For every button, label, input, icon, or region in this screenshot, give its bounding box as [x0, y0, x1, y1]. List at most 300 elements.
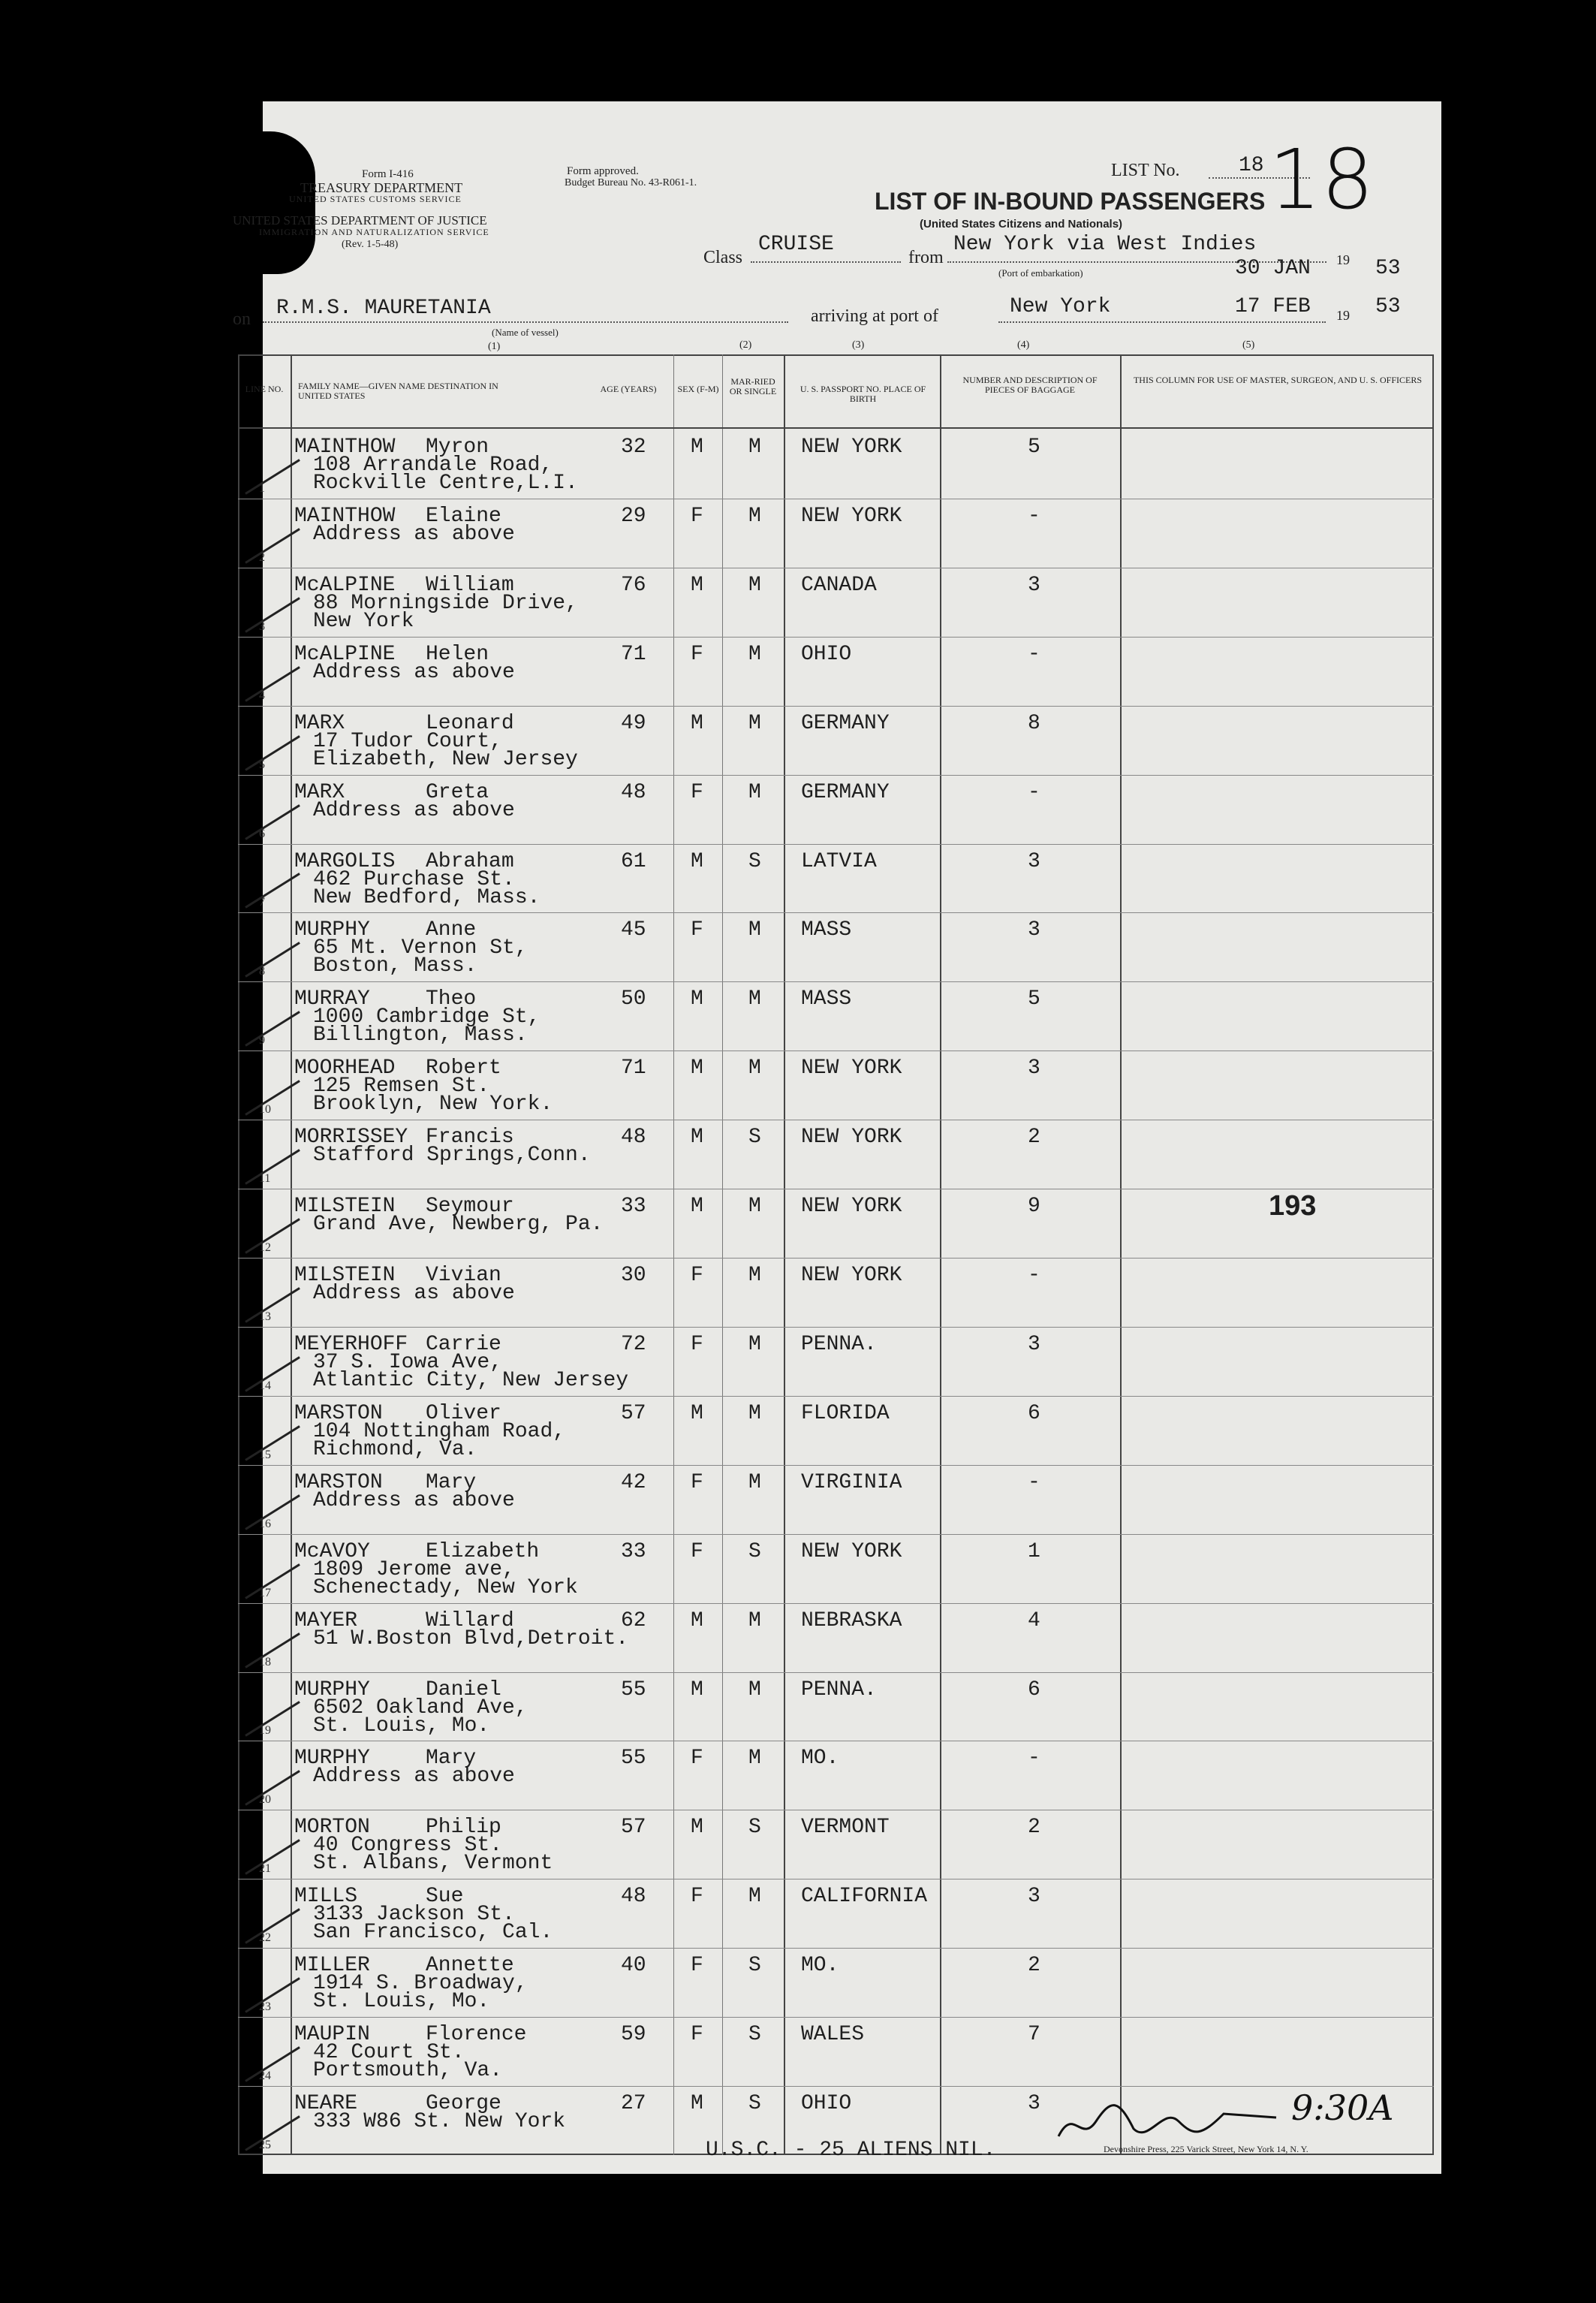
table-row	[238, 1603, 1434, 1672]
given-name: William	[426, 573, 514, 597]
place-of-birth: NEW YORK	[801, 1264, 902, 1288]
marital-status: M	[748, 711, 761, 735]
table-row	[238, 1672, 1434, 1741]
given-name: Mary	[426, 1747, 477, 1771]
budget-bureau: Budget Bureau No. 43-R061-1.	[565, 177, 697, 188]
marital-status: S	[748, 849, 761, 873]
page-title: LIST OF IN-BOUND PASSENGERS	[875, 188, 1266, 215]
address-line-1: 1000 Cambridge St,	[313, 1005, 541, 1029]
address-line-2: San Francisco, Cal.	[313, 1921, 553, 1945]
signature-time: 9:30A	[1291, 2087, 1394, 2128]
marital-status: M	[748, 987, 761, 1011]
sex: F	[691, 1747, 703, 1771]
address-line-2: Portsmouth, Va.	[313, 2059, 503, 2083]
passenger-table	[238, 354, 1434, 2155]
check-mark	[245, 2115, 300, 2151]
place-of-birth: CANADA	[801, 573, 877, 597]
given-name: Leonard	[426, 711, 514, 735]
marital-status: M	[748, 642, 761, 666]
address-line-2: New Bedford, Mass.	[313, 885, 541, 909]
check-mark	[245, 1218, 300, 1254]
marital-status: M	[748, 1747, 761, 1771]
marital-status: M	[748, 436, 761, 459]
age: 33	[621, 1195, 646, 1219]
officer-note: 193	[1269, 1190, 1317, 1222]
age: 71	[621, 642, 646, 666]
table-row	[238, 1879, 1434, 1948]
address-line-2: Elizabeth, New Jersey	[313, 747, 578, 771]
binder-hole	[145, 324, 179, 359]
check-mark	[245, 1494, 300, 1530]
address-line-1: Address as above	[313, 1488, 515, 1512]
line-number: 14	[259, 1379, 271, 1392]
justice-dept: UNITED STATES DEPARTMENT OF JUSTICE	[233, 213, 487, 228]
binder-hole	[147, 1119, 182, 1153]
baggage-count: 3	[1028, 1332, 1040, 1356]
col-header-baggage: NUMBER AND DESCRIPTION OF PIECES OF BAGGAGE	[962, 375, 1098, 395]
embark-year: 53	[1375, 257, 1401, 280]
baggage-count: 6	[1028, 1401, 1040, 1425]
col-header-passport: U. S. PASSPORT NO. PLACE OF BIRTH	[800, 384, 926, 404]
baggage-count: 3	[1028, 1057, 1040, 1081]
line-number: 8	[259, 965, 265, 978]
marital-status: S	[748, 1954, 761, 1978]
baggage-count: -	[1028, 780, 1040, 804]
age: 27	[621, 2092, 646, 2116]
age: 30	[621, 1264, 646, 1288]
sex: F	[691, 780, 703, 804]
check-mark	[245, 666, 300, 702]
baggage-count: 8	[1028, 711, 1040, 735]
address-line-2: New York	[313, 609, 414, 633]
given-name: Sue	[426, 1885, 464, 1909]
sex: F	[691, 1885, 703, 1909]
table-row	[238, 1396, 1434, 1465]
given-name: George	[426, 2092, 501, 2116]
place-of-birth: LATVIA	[801, 849, 877, 873]
sex: M	[691, 1195, 703, 1219]
place-of-birth: OHIO	[801, 2092, 852, 2116]
sex: M	[691, 849, 703, 873]
line-number: 6	[259, 827, 265, 840]
baggage-count: -	[1028, 642, 1040, 666]
table-row	[238, 568, 1434, 637]
table-row	[238, 1258, 1434, 1327]
age: 59	[621, 2023, 646, 2047]
col-header-married: MAR-RIED OR SINGLE	[729, 376, 777, 396]
sex: M	[691, 987, 703, 1011]
sex: F	[691, 1264, 703, 1288]
footer-summary: U.S.C. - 25 ALIENS NIL.	[706, 2139, 996, 2162]
given-name: Daniel	[426, 1678, 501, 1702]
page-subtitle: (United States Citizens and Nationals)	[920, 218, 1123, 231]
address-line-2: St. Albans, Vermont	[313, 1852, 553, 1876]
arrival-port: New York	[1010, 295, 1111, 318]
place-of-birth: NEW YORK	[801, 504, 902, 528]
baggage-count: 3	[1028, 573, 1040, 597]
baggage-count: 2	[1028, 1954, 1040, 1978]
line-number: 16	[259, 1517, 271, 1530]
place-of-birth: MASS	[801, 918, 852, 942]
table-row	[238, 844, 1434, 913]
check-mark	[245, 459, 300, 495]
baggage-count: 4	[1028, 1608, 1040, 1632]
family-name: MURPHY	[294, 1678, 370, 1702]
address-line-2: St. Louis, Mo.	[313, 1714, 490, 1738]
revision: (Rev. 1-5-48)	[342, 239, 399, 250]
place-of-birth: MASS	[801, 987, 852, 1011]
marital-status: S	[748, 1539, 761, 1563]
marital-status: S	[748, 2092, 761, 2116]
place-of-birth: NEW YORK	[801, 1539, 902, 1563]
given-name: Philip	[426, 1816, 501, 1840]
place-of-birth: GERMANY	[801, 780, 890, 804]
given-name: Willard	[426, 1608, 514, 1632]
given-name: Helen	[426, 642, 489, 666]
line-number: 22	[259, 1931, 271, 1945]
sex: F	[691, 1470, 703, 1494]
sex: F	[691, 2023, 703, 2047]
check-mark	[245, 804, 300, 840]
sex: M	[691, 1608, 703, 1632]
table-row	[238, 430, 1434, 499]
sex: M	[691, 1678, 703, 1702]
table-row	[238, 706, 1434, 775]
family-name: MILLER	[294, 1954, 370, 1978]
check-mark	[245, 1080, 300, 1116]
baggage-count: 3	[1028, 1885, 1040, 1909]
address-line-1: Stafford Springs,Conn.	[313, 1144, 591, 1168]
form-number: Form I-416	[362, 168, 414, 180]
line-number: 7	[259, 896, 265, 909]
check-mark	[245, 873, 300, 909]
family-name: MURPHY	[294, 918, 370, 942]
line-number: 20	[259, 1793, 271, 1807]
place-of-birth: MO.	[801, 1747, 839, 1771]
address-line-1: 333 W86 St. New York	[313, 2110, 566, 2134]
age: 40	[621, 1954, 646, 1978]
table-row	[238, 1948, 1434, 2017]
from-label: from	[908, 248, 944, 267]
family-name: MARSTON	[294, 1401, 383, 1425]
address-line-1: 42 Court St.	[313, 2041, 465, 2065]
family-name: McALPINE	[294, 642, 396, 666]
sex: F	[691, 642, 703, 666]
table-row	[238, 1741, 1434, 1810]
address-line-1: 17 Tudor Court,	[313, 729, 503, 753]
line-number: 19	[259, 1724, 271, 1738]
col-num-5: (5)	[1242, 339, 1255, 351]
address-line-2: Atlantic City, New Jersey	[313, 1368, 629, 1392]
given-name: Oliver	[426, 1401, 501, 1425]
address-line-2: Schenectady, New York	[313, 1575, 578, 1599]
table-row	[238, 1120, 1434, 1189]
given-name: Abraham	[426, 849, 514, 873]
age: 72	[621, 1332, 646, 1356]
marital-status: M	[748, 1057, 761, 1081]
year-prefix-2: 19	[1336, 308, 1350, 323]
list-no: 18	[1239, 154, 1264, 177]
check-mark	[245, 2046, 300, 2082]
sex: M	[691, 711, 703, 735]
address-line-1: 125 Remsen St.	[313, 1075, 490, 1099]
port-embark-label: (Port of embarkation)	[998, 267, 1083, 279]
table-row	[238, 1810, 1434, 1879]
family-name: MARX	[294, 711, 345, 735]
marital-status: M	[748, 1608, 761, 1632]
line-number: 9	[259, 1034, 265, 1048]
place-of-birth: PENNA.	[801, 1332, 877, 1356]
address-line-1: 104 Nottingham Road,	[313, 1419, 566, 1443]
age: 48	[621, 780, 646, 804]
given-name: Anne	[426, 918, 477, 942]
marital-status: M	[748, 504, 761, 528]
place-of-birth: CALIFORNIA	[801, 1885, 928, 1909]
marital-status: M	[748, 1885, 761, 1909]
marital-status: M	[748, 918, 761, 942]
age: 61	[621, 849, 646, 873]
marital-status: M	[748, 573, 761, 597]
address-line-1: Grand Ave, Newberg, Pa.	[313, 1213, 604, 1237]
family-name: MILLS	[294, 1885, 358, 1909]
table-row	[238, 1465, 1434, 1534]
age: 62	[621, 1608, 646, 1632]
baggage-count: 6	[1028, 1678, 1040, 1702]
age: 50	[621, 987, 646, 1011]
address-line-2: Boston, Mass.	[313, 954, 477, 978]
marital-status: M	[748, 1195, 761, 1219]
family-name: MEYERHOFF	[294, 1332, 408, 1356]
family-name: MILSTEIN	[294, 1264, 396, 1288]
sex: M	[691, 573, 703, 597]
place-of-birth: NEW YORK	[801, 1195, 902, 1219]
baggage-count: 1	[1028, 1539, 1040, 1563]
baggage-count: 2	[1028, 1126, 1040, 1150]
class-label: Class	[703, 248, 743, 267]
marital-status: M	[748, 780, 761, 804]
arriving-label: arriving at port of	[811, 306, 938, 326]
family-name: McAVOY	[294, 1539, 370, 1563]
marital-status: S	[748, 1126, 761, 1150]
place-of-birth: GERMANY	[801, 711, 890, 735]
family-name: MOORHEAD	[294, 1057, 396, 1081]
col-num-1: (1)	[488, 341, 501, 352]
check-mark	[245, 735, 300, 771]
check-mark	[245, 528, 300, 564]
line-number: 1	[259, 481, 265, 495]
arrival-date: 17 FEB	[1235, 295, 1311, 318]
address-line-1: Address as above	[313, 660, 515, 684]
table-row	[238, 775, 1434, 844]
age: 57	[621, 1401, 646, 1425]
age: 48	[621, 1126, 646, 1150]
age: 48	[621, 1885, 646, 1909]
baggage-count: -	[1028, 1470, 1040, 1494]
place-of-birth: NEW YORK	[801, 1057, 902, 1081]
family-name: MAUPIN	[294, 2023, 370, 2047]
form-approved: Form approved.	[567, 165, 639, 177]
baggage-count: 3	[1028, 849, 1040, 873]
address-line-1: 65 Mt. Vernon St,	[313, 936, 528, 960]
address-line-1: 462 Purchase St.	[313, 867, 515, 891]
col-header-line: LINE NO.	[245, 384, 284, 394]
family-name: NEARE	[294, 2092, 358, 2116]
place-of-birth: VIRGINIA	[801, 1470, 902, 1494]
baggage-count: 9	[1028, 1195, 1040, 1219]
address-line-1: Address as above	[313, 1765, 515, 1789]
sex: F	[691, 1954, 703, 1978]
given-name: Elizabeth	[426, 1539, 540, 1563]
year-prefix: 19	[1336, 252, 1350, 267]
family-name: MURRAY	[294, 987, 370, 1011]
col-num-3: (3)	[852, 339, 865, 351]
family-name: McALPINE	[294, 573, 396, 597]
given-name: Myron	[426, 436, 489, 459]
family-name: MARX	[294, 780, 345, 804]
age: 29	[621, 504, 646, 528]
table-row	[238, 1534, 1434, 1603]
address-line-1: 1914 S. Broadway,	[313, 1972, 528, 1996]
table-row	[238, 637, 1434, 706]
line-number: 24	[259, 2069, 271, 2083]
age: 55	[621, 1678, 646, 1702]
family-name: MAINTHOW	[294, 436, 396, 459]
address-line-2: Rockville Centre,L.I.	[313, 472, 578, 495]
check-mark	[245, 1977, 300, 2013]
binder-hole	[147, 2024, 182, 2058]
given-name: Theo	[426, 987, 477, 1011]
check-mark	[245, 1287, 300, 1323]
check-mark	[245, 1771, 300, 1807]
place-of-birth: NEBRASKA	[801, 1608, 902, 1632]
baggage-count: 5	[1028, 436, 1040, 459]
family-name: MAINTHOW	[294, 504, 396, 528]
given-name: Francis	[426, 1126, 514, 1150]
given-name: Carrie	[426, 1332, 501, 1356]
sex: M	[691, 1126, 703, 1150]
binder-hole	[145, 288, 179, 322]
family-name: MURPHY	[294, 1747, 370, 1771]
line-number: 11	[259, 1172, 271, 1186]
baggage-count: -	[1028, 504, 1040, 528]
table-row	[238, 981, 1434, 1051]
age: 76	[621, 573, 646, 597]
table-row	[238, 1051, 1434, 1120]
address-line-1: Address as above	[313, 522, 515, 546]
given-name: Mary	[426, 1470, 477, 1494]
given-name: Greta	[426, 780, 489, 804]
col-header-officers: THIS COLUMN FOR USE OF MASTER, SURGEON, AND U. S. OFFICERS	[1133, 375, 1423, 385]
binder-hole	[147, 653, 182, 688]
line-number: 13	[259, 1310, 271, 1323]
address-line-2: St. Louis, Mo.	[313, 1990, 490, 2014]
check-mark	[245, 1839, 300, 1875]
embark-date: 30 JAN	[1235, 257, 1311, 280]
vessel-name: R.M.S. MAURETANIA	[276, 297, 491, 320]
col-header-sex: SEX (F-M)	[677, 384, 719, 394]
given-name: Vivian	[426, 1264, 501, 1288]
line-number: 3	[259, 619, 265, 633]
given-name: Elaine	[426, 504, 501, 528]
sex: M	[691, 1401, 703, 1425]
table-row	[238, 1189, 1434, 1258]
family-name: MARGOLIS	[294, 849, 396, 873]
address-line-1: 3133 Jackson St.	[313, 1903, 515, 1927]
treasury-dept: TREASURY DEPARTMENT	[300, 180, 463, 195]
given-name: Annette	[426, 1954, 514, 1978]
sex: M	[691, 1057, 703, 1081]
class-value: CRUISE	[758, 233, 834, 256]
line-number: 4	[259, 689, 265, 702]
sex: M	[691, 436, 703, 459]
family-name: MILSTEIN	[294, 1195, 396, 1219]
table-row	[238, 2017, 1434, 2086]
marital-status: M	[748, 1332, 761, 1356]
address-line-1: 37 S. Iowa Ave,	[313, 1350, 503, 1374]
inspector-signature	[1051, 2091, 1291, 2151]
marital-status: S	[748, 2023, 761, 2047]
address-line-2: Brooklyn, New York.	[313, 1093, 553, 1117]
place-of-birth: FLORIDA	[801, 1401, 890, 1425]
line-number: 18	[259, 1655, 271, 1668]
place-of-birth: VERMONT	[801, 1816, 890, 1840]
table-row	[238, 499, 1434, 568]
address-line-1: 40 Congress St.	[313, 1834, 503, 1858]
col-header-name: FAMILY NAME—GIVEN NAME DESTINATION IN UNITED STATES	[298, 381, 498, 401]
marital-status: S	[748, 1816, 761, 1840]
marital-status: M	[748, 1264, 761, 1288]
place-of-birth: OHIO	[801, 642, 852, 666]
sex: M	[691, 1816, 703, 1840]
given-name: Seymour	[426, 1195, 514, 1219]
address-line-1: 6502 Oakland Ave,	[313, 1696, 528, 1720]
age: 71	[621, 1057, 646, 1081]
family-name: MORRISSEY	[294, 1126, 408, 1150]
col-num-2: (2)	[739, 339, 752, 351]
table-row	[238, 912, 1434, 981]
age: 42	[621, 1470, 646, 1494]
vessel-label: (Name of vessel)	[492, 327, 559, 338]
check-mark	[245, 1908, 300, 1944]
line-number: 23	[259, 2000, 271, 2014]
sex: F	[691, 504, 703, 528]
binder-hole	[147, 1592, 182, 1626]
col-header-age: AGE (YEARS)	[600, 384, 657, 394]
check-mark	[245, 1011, 300, 1047]
arrival-year: 53	[1375, 295, 1401, 318]
family-name: MARSTON	[294, 1470, 383, 1494]
sex: F	[691, 1332, 703, 1356]
table-row	[238, 1327, 1434, 1396]
check-mark	[245, 1149, 300, 1185]
line-number: 17	[259, 1586, 271, 1599]
line-number: 12	[259, 1241, 271, 1255]
check-mark	[245, 1356, 300, 1392]
place-of-birth: NEW YORK	[801, 1126, 902, 1150]
family-name: MORTON	[294, 1816, 370, 1840]
customs-service: UNITED STATES CUSTOMS SERVICE	[289, 194, 462, 204]
check-mark	[245, 942, 300, 978]
line-number: 15	[259, 1448, 271, 1461]
list-no-handwritten: 18	[1269, 131, 1374, 228]
address-line-2: Richmond, Va.	[313, 1437, 477, 1461]
address-line-1: 108 Arrandale Road,	[313, 454, 553, 477]
ins-service: IMMIGRATION AND NATURALIZATION SERVICE	[259, 227, 489, 237]
age: 57	[621, 1816, 646, 1840]
line-number: 25	[259, 2138, 271, 2151]
family-name: MAYER	[294, 1608, 358, 1632]
check-mark	[245, 1632, 300, 1668]
